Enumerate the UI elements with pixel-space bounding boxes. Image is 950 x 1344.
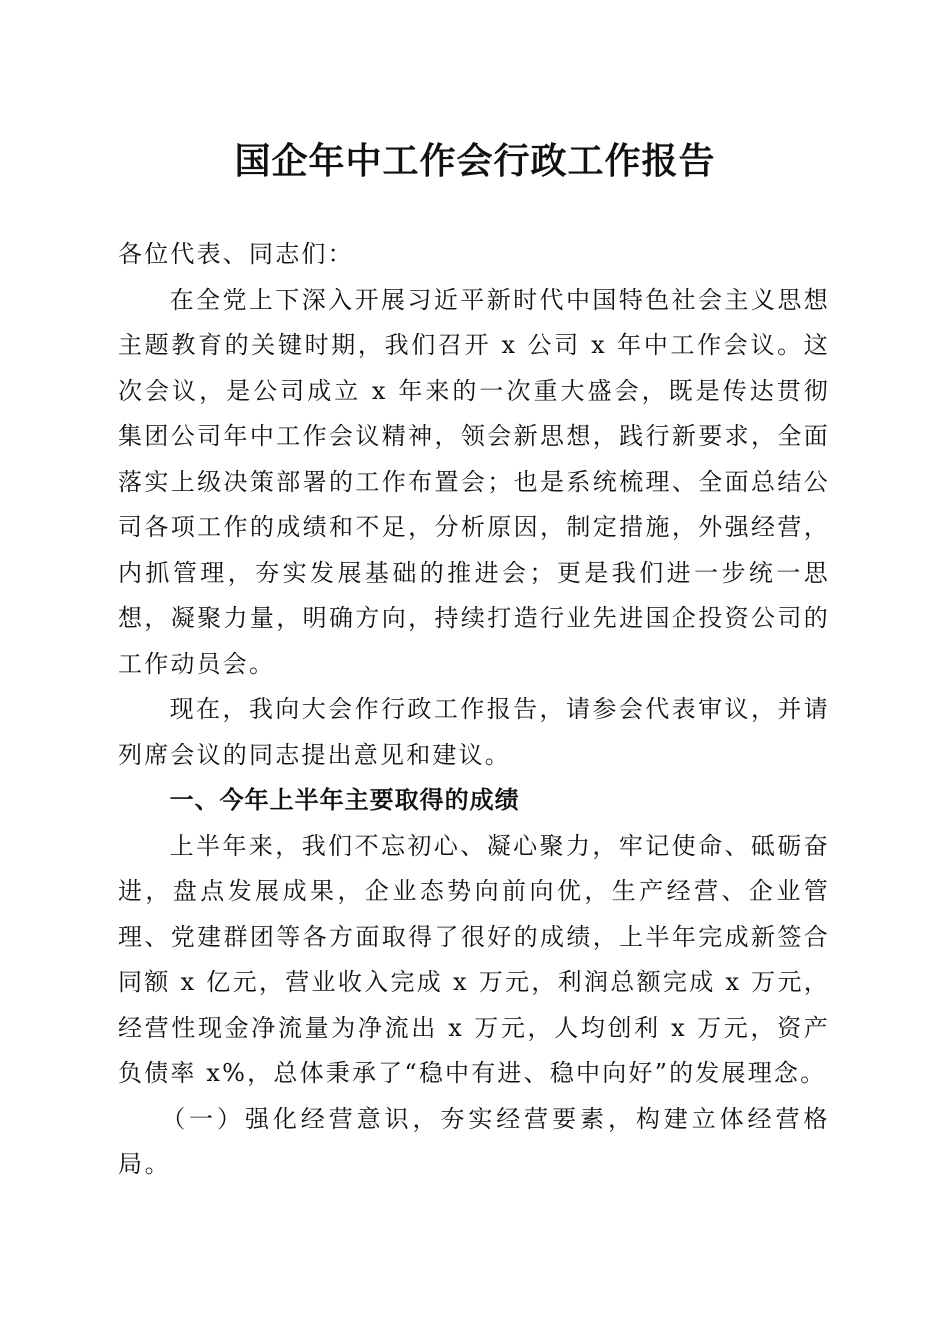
section-heading: 一、今年上半年主要取得的成绩 bbox=[169, 786, 520, 814]
document-title: 国企年中工作会行政工作报告 bbox=[234, 140, 716, 182]
intro-paragraph: 在全党上下深入开展习近平新时代中国特色社会主义思想主题教育的关键时期，我们召开 x 公司 x 年中工作会议。这次会议，是公司成立 x 年来的一次重大盛会，既是传达贯彻集团公司年中工作会议精神，领会新思想，践行新要求，全面落实上级决策部署的工作布置会；也是系统梳理、全面总结公司各项工作的成绩和不足，分析原因，制定措施，外强经营，内抓管理，夯实发展基础的推进会；更是我们进一步统一思想，凝聚力量，明确方向，持续打造行业先进国企投资公司的工作动员会。 bbox=[118, 285, 830, 678]
salutation: 各位代表、同志们： bbox=[118, 240, 354, 268]
document-body bbox=[118, 232, 830, 1188]
section-body-paragraph: 上半年来，我们不忘初心、凝心聚力，牢记使命、砥砺奋进，盘点发展成果，企业态势向前向优，生产经营、企业管理、党建群团等各方面取得了很好的成绩，上半年完成新签合同额 x 亿元，营业收入完成 x 万元，利润总额完成 x 万元，经营性现金净流量为净流出 x 万元，人均创利 x 万元，资产负债率 x%，总体秉承了“稳中有进、稳中向好”的发展理念。 bbox=[118, 831, 830, 1087]
report-paragraph: 现在，我向大会作行政工作报告，请参会代表审议，并请列席会议的同志提出意见和建议。 bbox=[118, 695, 830, 769]
subsection-heading: （一）强化经营意识，夯实经营要素，构建立体经营格局。 bbox=[118, 1104, 830, 1178]
